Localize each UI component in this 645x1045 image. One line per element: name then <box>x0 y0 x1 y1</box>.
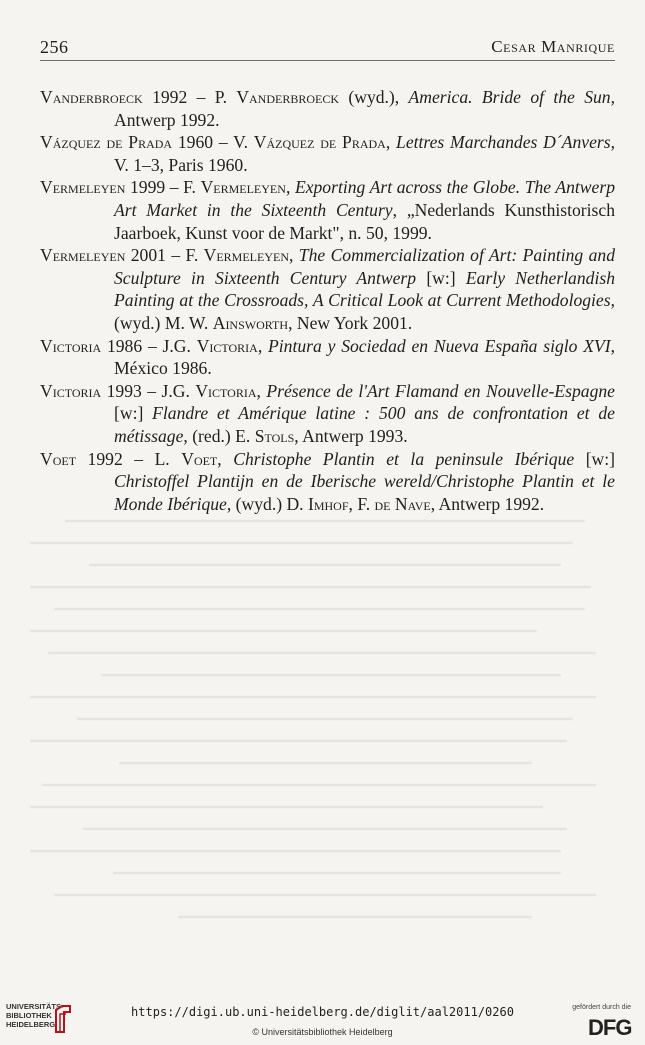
bibliography-entry: Voet 1992 – L. Voet, Christophe Plantin et la peninsule Ibérique [w:] Christoffel Plantijn en de Iberische wereld/Christophe Plantin et le Monde Ibérique, (wyd.) D. Imhof, F. de Nave, Antwerp 1992. <box>40 448 616 514</box>
bibliography-list <box>40 86 615 515</box>
copyright-notice: © Universitätsbibliothek Heidelberg <box>252 1027 393 1037</box>
bibliography-entry: Vázquez de Prada 1960 – V. Vázquez de Prada, Lettres Marchandes D´Anvers, V. 1–3, Paris 1960. <box>40 132 615 175</box>
library-logo[interactable]: UNIVERSITÄTS- BIBLIOTHEK HEIDELBERG <box>6 1002 64 1029</box>
bibliography-entry: Victoria 1986 – J.G. Victoria, Pintura y Sociedad en Nueva España siglo XVI, México 1986. <box>40 335 615 379</box>
dfg-logo[interactable] <box>587 1013 635 1039</box>
bibliography-entry: Vermeleyen 2001 – F. Vermeleyen, The Commercialization of Art: Painting and Sculpture in Sixteenth Century Antwerp [w:] Early Netherlandish Painting at the Crossroads, A Critical Look at Current Methodologies, (wyd.) M. W. Ainsworth, New York 2001. <box>40 245 615 333</box>
running-header <box>40 36 615 61</box>
page-number: 256 <box>40 37 69 57</box>
bibliography-entry: Vermeleyen 1999 – F. Vermeleyen, Exporting Art across the Globe. The Antwerp Art Market in the Sixteenth Century, „Nederlands Kunsthistorisch Jaarboek, Kunst voor de Markt", n. 50, 1999. <box>40 177 615 243</box>
bibliography-entry: Victoria 1993 – J.G. Victoria, Présence de l'Art Flamand en Nouvelle-Espagne [w:] Flandre et Amérique latine : 500 ans de confrontation et de métissage, (red.) E. Stols, Antwerp 1993. <box>40 380 615 446</box>
digitization-footer <box>0 996 645 1045</box>
running-title: Cesar Manrique <box>491 37 615 56</box>
funding-caption: gefördert durch die <box>572 1004 631 1011</box>
show-through-texture <box>30 520 620 970</box>
bibliography-entry: Vanderbroeck 1992 – P. Vanderbroeck (wyd.), America. Bride of the Sun, Antwerp 1992. <box>40 87 615 130</box>
permalink-url[interactable]: https://digi.ub.uni-heidelberg.de/diglit/aal2011/0260 <box>131 1005 514 1019</box>
svg-text:DFG: DFG <box>588 1015 632 1039</box>
